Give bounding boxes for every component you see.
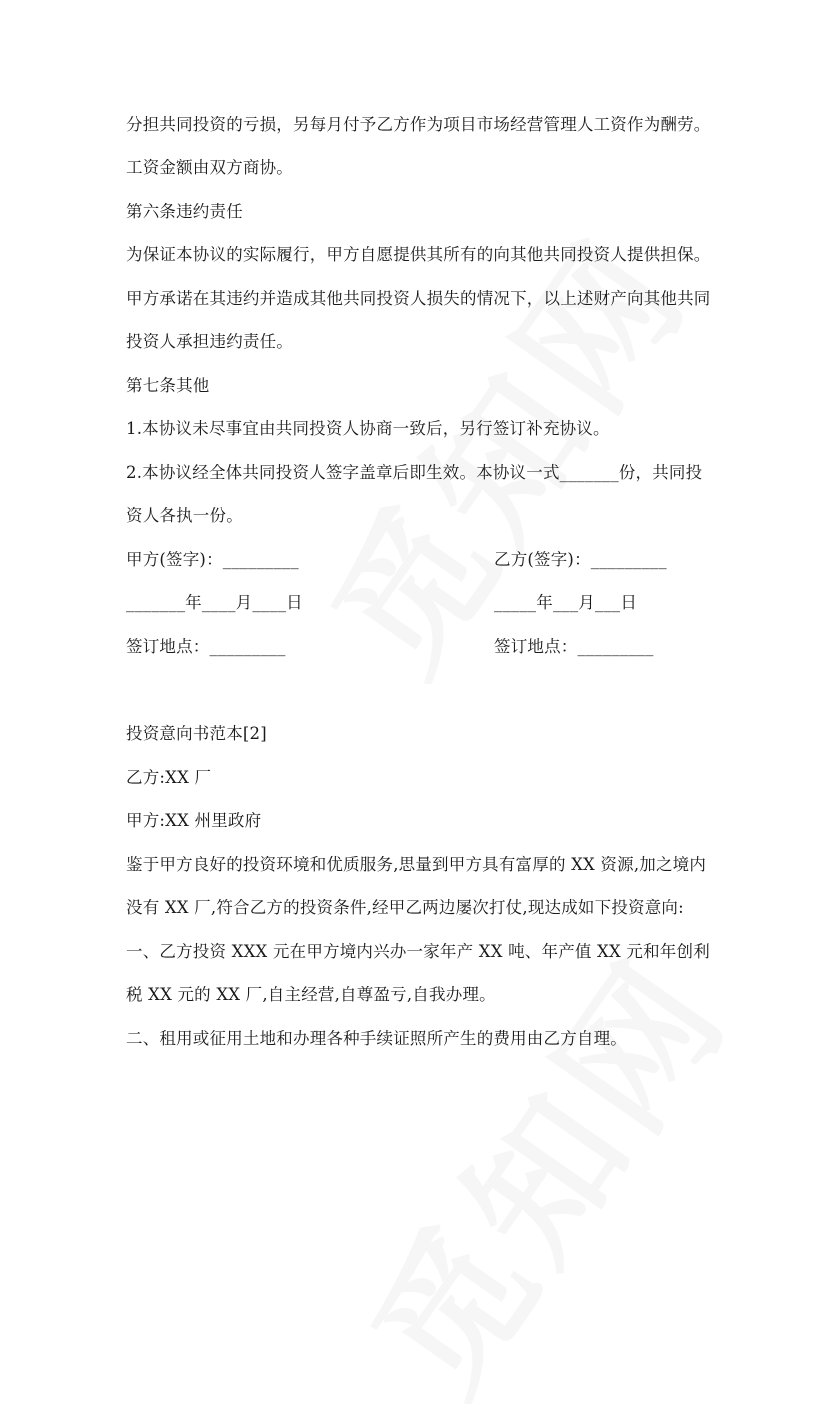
paragraph-line: 1.本协议未尽事宜由共同投资人协商一致后，另行签订补充协议。 (126, 419, 610, 438)
party-a-place: 签订地点：_________ (126, 637, 286, 656)
paragraph-line: 没有 XX 厂,符合乙方的投资条件,经甲乙两边屡次打仗,现达成如下投资意向: (126, 898, 684, 917)
paragraph-line: 投资人承担违约责任。 (126, 332, 293, 351)
watermark (274, 189, 726, 706)
party-b-date: _____年___月___日 (494, 593, 638, 612)
party-a-name: 甲方:XX 州里政府 (126, 811, 262, 830)
party-a-signature: 甲方(签字)：_________ (126, 550, 299, 569)
paragraph-line: 甲方承诺在其违约并造成其他共同投资人损失的情况下，以上述财产向其他共同 (126, 289, 711, 308)
party-b-signature: 乙方(签字)：_________ (494, 550, 667, 569)
paragraph-line: 二、租用或征用土地和办理各种手续证照所产生的费用由乙方自理。 (126, 1029, 627, 1048)
paragraph-line: 分担共同投资的亏损，另每月付予乙方作为项目市场经营管理人工资作为酬劳。 (126, 115, 711, 134)
paragraph-line: 鉴于甲方良好的投资环境和优质服务,思量到甲方具有富厚的 XX 资源,加之境内 (126, 855, 707, 874)
paragraph-line: 为保证本协议的实际履行，甲方自愿提供其所有的向其他共同投资人提供担保。 (126, 245, 711, 264)
party-a-date: _______年____月____日 (126, 593, 303, 612)
paragraph-line: 工资金额由双方商协。 (126, 158, 293, 177)
sample-2-title: 投资意向书范本[2] (126, 724, 267, 743)
paragraph-line: 税 XX 元的 XX 厂,自主经营,自尊盈亏,自我办理。 (126, 985, 496, 1004)
paragraph-line: 资人各执一份。 (126, 506, 243, 525)
article-6-heading: 第六条违约责任 (126, 202, 243, 221)
article-7-heading: 第七条其他 (126, 376, 210, 395)
party-b-name: 乙方:XX 厂 (126, 768, 212, 787)
party-b-place: 签订地点：_________ (494, 637, 654, 656)
paragraph-line: 一、乙方投资 XXX 元在甲方境内兴办一家年产 XX 吨、年产值 XX 元和年创利 (126, 942, 710, 961)
paragraph-line: 2.本协议经全体共同投资人签字盖章后即生效。本协议一式_______份，共同投 (126, 463, 703, 482)
